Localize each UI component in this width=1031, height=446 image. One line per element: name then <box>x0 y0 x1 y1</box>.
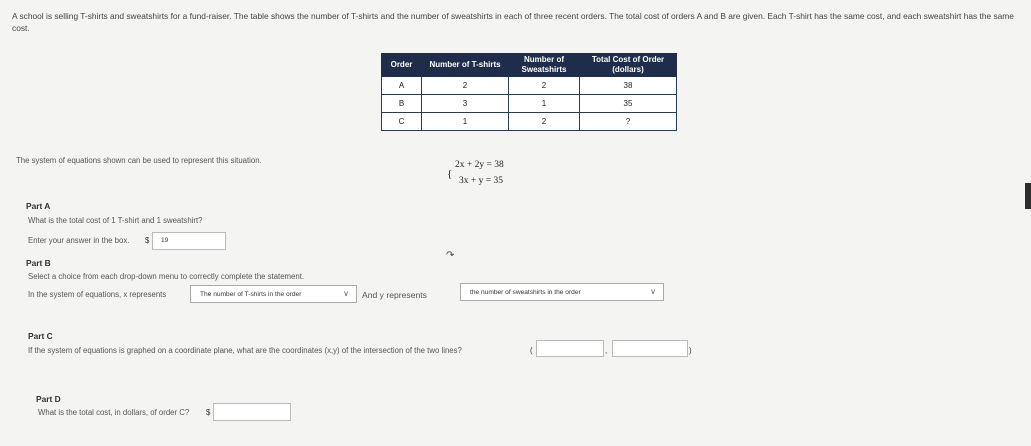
part-d-dollar-sign: $ <box>206 408 211 417</box>
x-represents-dropdown[interactable] <box>190 285 357 303</box>
part-a-question: What is the total cost of 1 T-shirt and 1 sweatshirt? <box>28 216 203 225</box>
cell-order: C <box>382 113 422 131</box>
table-row <box>382 77 677 95</box>
problem-intro: A school is selling T-shirts and sweatshirts for a fund-raiser. The table shows the number of T-shirts and the number of sweatshirts in each of three recent orders. The total cost of orders A and B are given. Each T-shirt has the same cost, and each sweatshirt has the same cost. <box>12 11 1014 33</box>
part-d-answer-input[interactable] <box>213 403 291 421</box>
part-a-title: Part A <box>26 201 51 211</box>
system-intro: The system of equations shown can be used to represent this situation. <box>16 156 262 165</box>
part-c-title: Part C <box>28 331 53 341</box>
header-order: Order <box>382 54 422 77</box>
orders-table <box>381 53 677 131</box>
part-a-dollar-sign: $ <box>145 236 150 245</box>
header-total-cost: Total Cost of Order (dollars) <box>580 54 677 77</box>
part-a-prompt: Enter your answer in the box. <box>28 236 130 245</box>
table-header-row <box>382 54 677 77</box>
header-sweatshirts: Number of Sweatshirts <box>509 54 580 77</box>
equation-2: 3x + y = 35 <box>459 176 503 186</box>
cell-total-cost: 38 <box>580 77 677 95</box>
equation-1: 2x + 2y = 38 <box>455 160 504 170</box>
pointer-cursor-icon: ↷ <box>446 250 455 261</box>
open-paren: ( <box>530 346 533 355</box>
cell-sweatshirts: 1 <box>509 95 580 113</box>
part-b-title: Part B <box>26 258 51 268</box>
part-d-title: Part D <box>36 394 61 404</box>
cell-order: A <box>382 77 422 95</box>
x-coordinate-input[interactable] <box>536 340 604 357</box>
cell-sweatshirts: 2 <box>509 113 580 131</box>
close-paren: ) <box>689 346 692 355</box>
coordinate-comma: , <box>605 346 608 355</box>
cell-total-cost: 35 <box>580 95 677 113</box>
chevron-down-icon: ∨ <box>343 289 349 298</box>
header-tshirts: Number of T-shirts <box>422 54 509 77</box>
chevron-down-icon: ∨ <box>650 287 656 296</box>
cell-sweatshirts: 2 <box>509 77 580 95</box>
part-a-answer-value: 19 <box>161 237 169 244</box>
y-represents-dropdown[interactable] <box>460 283 664 301</box>
y-coordinate-input[interactable] <box>612 340 688 357</box>
table-row <box>382 95 677 113</box>
brace: { <box>447 168 453 180</box>
table-row <box>382 113 677 131</box>
part-b-instruction: Select a choice from each drop-down menu to correctly complete the statement. <box>28 272 305 281</box>
x-represents-value: The number of T-shirts in the order <box>200 291 302 298</box>
cell-total-cost: ? <box>580 113 677 131</box>
part-d-question: What is the total cost, in dollars, of order C? <box>38 408 190 417</box>
part-b-sentence-start: In the system of equations, x represents <box>28 290 167 299</box>
part-c-question: If the system of equations is graphed on a coordinate plane, what are the coordinates (x,y) of the intersection of the two lines? <box>28 346 462 355</box>
y-represents-value: the number of sweatshirts in the order <box>470 289 581 296</box>
cell-order: B <box>382 95 422 113</box>
part-a-answer-input[interactable] <box>152 232 226 250</box>
side-panel-toggle[interactable] <box>1025 183 1031 209</box>
part-b-sentence-mid: And y represents <box>362 290 427 300</box>
cell-tshirts: 3 <box>422 95 509 113</box>
cell-tshirts: 2 <box>422 77 509 95</box>
cell-tshirts: 1 <box>422 113 509 131</box>
